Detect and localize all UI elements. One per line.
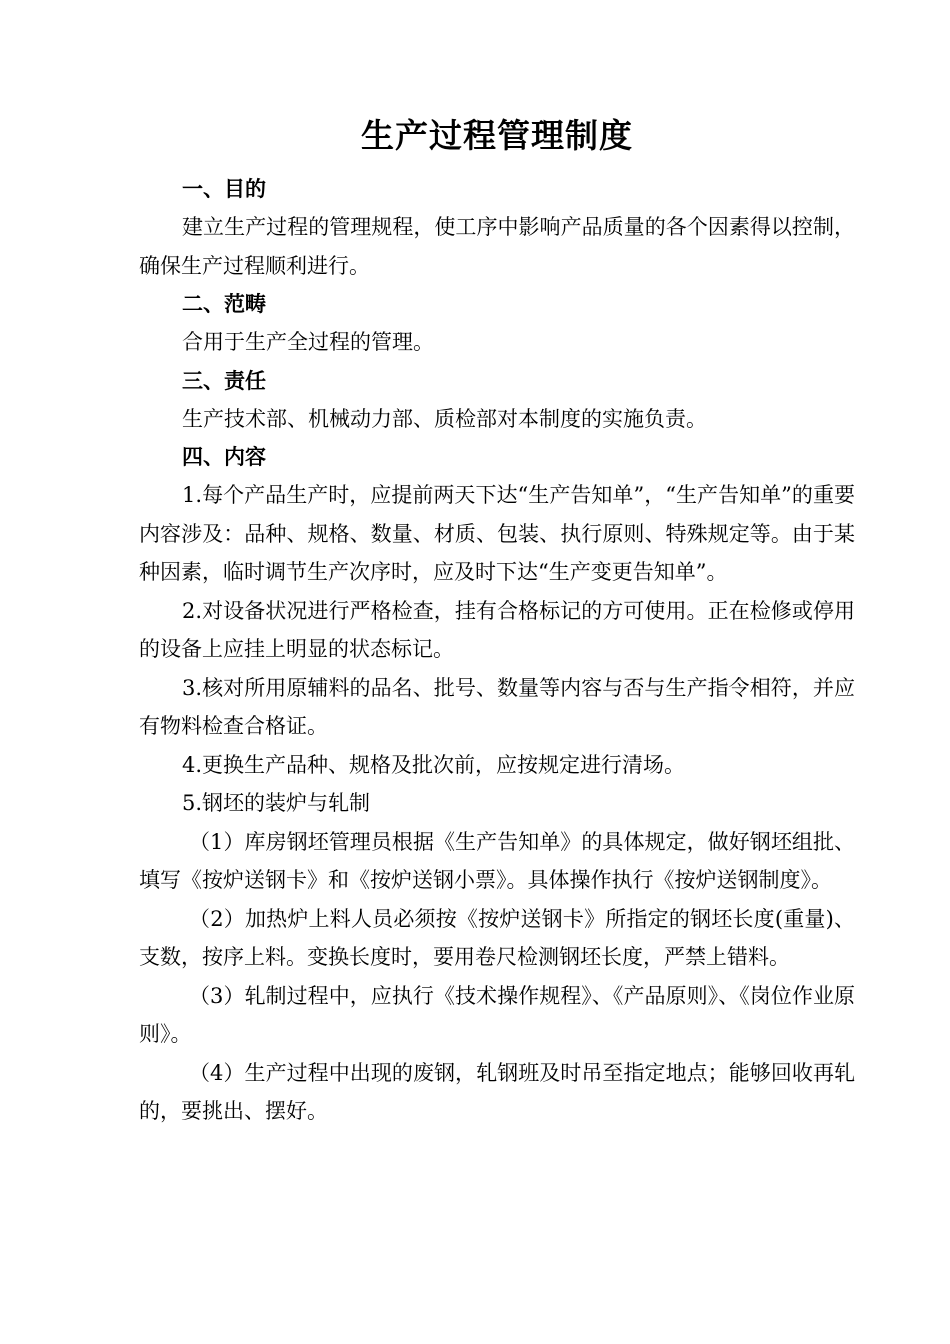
- content-paragraph-2: 2.对设备状况进行严格检查，挂有合格标记的方可使用。正在检修或停用的设备上应挂上明显的状态标记。: [139, 598, 855, 661]
- section-heading-purpose: 一、目的: [182, 177, 266, 201]
- document-title: 生产过程管理制度: [361, 116, 633, 155]
- content-paragraph-3: 3.核对所用原辅料的品名、批号、数量等内容与否与生产指令相符，并应有物料检查合格证。: [139, 675, 855, 738]
- content-subitem-2: （2）加热炉上料人员必须按《按炉送钢卡》所指定的钢坯长度(重量)、支数，按序上料。变换长度时，要用卷尺检测钢坯长度，严禁上错料。: [139, 906, 855, 969]
- purpose-paragraph: 建立生产过程的管理规程，使工序中影响产品质量的各个因素得以控制，确保生产过程顺利进行。: [139, 215, 855, 278]
- content-paragraph-5: 5.钢坯的装炉与轧制: [182, 791, 371, 815]
- section-heading-responsibility: 三、责任: [182, 368, 266, 393]
- scope-paragraph: 合用于生产全过程的管理。: [182, 330, 434, 354]
- responsibility-paragraph: 生产技术部、机械动力部、质检部对本制度的实施负责。: [182, 406, 707, 431]
- content-paragraph-1: 1.每个产品生产时，应提前两天下达“生产告知单”，“生产告知单”的重要内容涉及：品种、规格、数量、材质、包装、执行原则、特殊规定等。由于某种因素，临时调节生产次序时，应及时下达“生产变更告知单”。: [139, 483, 855, 584]
- section-heading-content: 四、内容: [182, 445, 266, 469]
- content-subitem-1: （1）库房钢坯管理员根据《生产告知单》的具体规定，做好钢坯组批、填写《按炉送钢卡》和《按炉送钢小票》。具体操作执行《按炉送钢制度》。: [139, 829, 855, 892]
- document-body: [139, 170, 855, 1131]
- content-paragraph-4: 4.更换生产品种、规格及批次前，应按规定进行清场。: [182, 752, 686, 777]
- content-subitem-4: （4）生产过程中出现的废钢，轧钢班及时吊至指定地点；能够回收再轧的，要挑出、摆好。: [139, 1060, 855, 1123]
- content-subitem-3: （3）轧制过程中，应执行《技术操作规程》、《产品原则》、《岗位作业原则》。: [139, 983, 855, 1046]
- section-heading-scope: 二、范畴: [182, 292, 266, 316]
